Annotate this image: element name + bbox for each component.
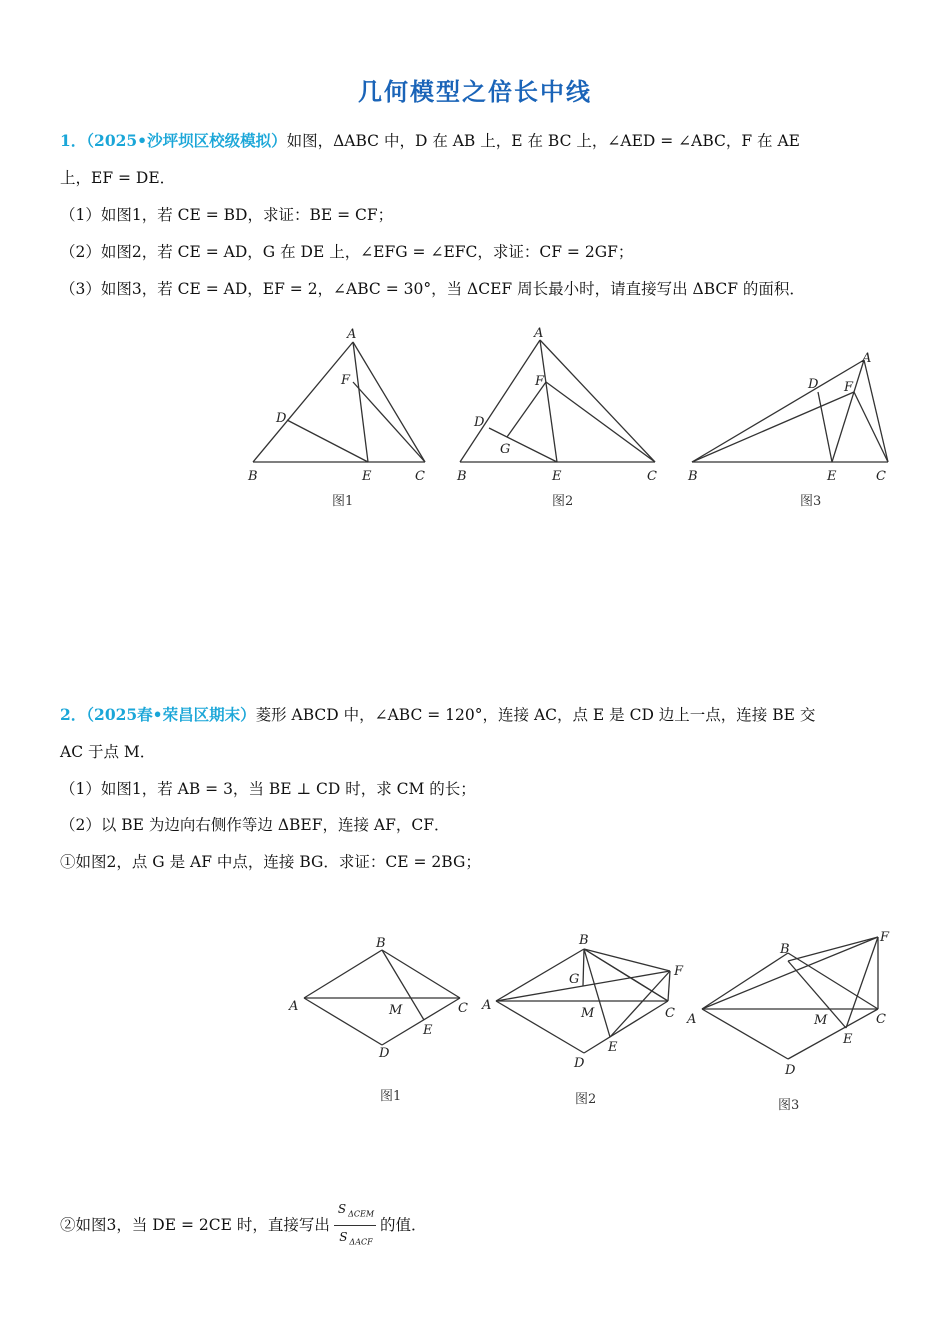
q2-fig1-label-c: C bbox=[458, 1001, 468, 1016]
fraction-numerator-s: S bbox=[337, 1202, 347, 1216]
q1-stem-line2: 上，EF = DE． bbox=[60, 169, 176, 187]
q1-part1: （1）如图1，若 CE = BD，求证：BE = CF； bbox=[60, 206, 394, 224]
q1-figure-2 bbox=[450, 322, 670, 517]
q2-sub2-after: 的值． bbox=[380, 1215, 427, 1234]
q1-fig1-caption: 图1 bbox=[332, 494, 354, 509]
q2-fig2-label-b: B bbox=[579, 933, 589, 948]
q2-source: （2025春•荣昌区期末） bbox=[86, 705, 256, 724]
q2-fig2-label-e: E bbox=[608, 1040, 618, 1055]
q1-fig1-label-e: E bbox=[362, 469, 372, 484]
q2-fig3-caption: 图3 bbox=[778, 1098, 800, 1113]
q2-fig3-label-m: M bbox=[814, 1013, 828, 1028]
q1-fig1-label-f: F bbox=[341, 373, 351, 388]
q2-fig3-label-c: C bbox=[876, 1012, 886, 1027]
q2-figure-2 bbox=[478, 925, 690, 1115]
q1-fig3-label-b: B bbox=[688, 469, 698, 484]
q2-fig2-label-g: G bbox=[569, 972, 580, 987]
q1-fig1-label-c: C bbox=[415, 469, 425, 484]
q2-number: 2． bbox=[60, 705, 87, 724]
q2-fig2-label-a: A bbox=[482, 998, 492, 1013]
q2-fig3-label-f: F bbox=[880, 930, 890, 945]
q2-fig1-label-m: M bbox=[389, 1003, 403, 1018]
q1-fig1-label-b: B bbox=[248, 469, 258, 484]
q1-fig2-label-g: G bbox=[500, 442, 511, 457]
q1-fig3-label-c: C bbox=[876, 469, 886, 484]
q1-fig2-label-b: B bbox=[457, 469, 467, 484]
q1-fig2-label-a: A bbox=[534, 326, 544, 341]
q2-fig1-label-a: A bbox=[289, 999, 299, 1014]
q2-fig2-caption: 图2 bbox=[575, 1092, 597, 1107]
q1-fig2-label-e: E bbox=[552, 469, 562, 484]
q2-fig2-label-f: F bbox=[674, 964, 684, 979]
q2-fig3-label-b: B bbox=[780, 942, 790, 957]
page-title: 几何模型之倍长中线 bbox=[358, 77, 592, 106]
q2-figure-1 bbox=[282, 930, 477, 1115]
fraction-numerator-sub: ΔCEM bbox=[348, 1209, 375, 1219]
q2-fig3-label-a: A bbox=[687, 1012, 697, 1027]
q1-stem-text: 如图，ΔABC 中，D 在 AB 上，E 在 BC 上，∠AED = ∠ABC，F 在 AE bbox=[286, 132, 800, 150]
q1-fig1-label-a: A bbox=[347, 327, 357, 342]
q1-fig3-label-a: A bbox=[862, 351, 872, 366]
q2-fig1-label-d: D bbox=[379, 1046, 390, 1061]
q2-fig1-label-b: B bbox=[376, 936, 386, 951]
q1-fig3-label-f: F bbox=[844, 380, 854, 395]
fraction-denominator-s: S bbox=[339, 1230, 348, 1245]
q2-part2: （2）以 BE 为边向右侧作等边 ΔBEF，连接 AF，CF． bbox=[60, 816, 450, 834]
q2-stem-text: 菱形 ABCD 中，∠ABC = 120°，连接 AC，点 E 是 CD 边上一点，连接 BE 交 bbox=[255, 706, 816, 724]
q2-fig1-label-e: E bbox=[423, 1023, 433, 1038]
q1-fig2-label-f: F bbox=[535, 374, 545, 389]
q2-sub1: ①如图2，点 G 是 AF 中点，连接 BG．求证：CE = 2BG； bbox=[60, 853, 481, 871]
q1-stem-line1 bbox=[60, 130, 900, 152]
q1-fig3-label-d: D bbox=[808, 377, 819, 392]
fraction-denominator-sub: ΔACF bbox=[349, 1237, 373, 1247]
q2-fig2-label-d: D bbox=[574, 1056, 585, 1071]
q1-fig1-label-d: D bbox=[276, 411, 287, 426]
q1-fig3-caption: 图3 bbox=[800, 494, 822, 509]
q2-fig1-caption: 图1 bbox=[380, 1089, 402, 1104]
q1-fig3-label-e: E bbox=[827, 469, 837, 484]
q2-stem-line2: AC 于点 M． bbox=[60, 743, 156, 761]
q2-fig3-label-e: E bbox=[843, 1032, 853, 1047]
q1-figure-3 bbox=[682, 340, 897, 517]
fraction-denominator bbox=[334, 1226, 376, 1253]
q2-part1: （1）如图1，若 AB = 3，当 BE ⊥ CD 时，求 CM 的长； bbox=[60, 780, 476, 798]
q2-figure-3 bbox=[682, 925, 897, 1120]
fraction-numerator bbox=[334, 1198, 376, 1226]
q2-fig2-label-c: C bbox=[665, 1006, 675, 1021]
q1-figure-1 bbox=[240, 322, 440, 517]
q1-fig2-label-c: C bbox=[647, 469, 657, 484]
q2-fig3-label-d: D bbox=[785, 1063, 796, 1078]
area-ratio-fraction bbox=[334, 1198, 376, 1254]
q2-sub2-before: ②如图3，当 DE = 2CE 时，直接写出 bbox=[60, 1215, 330, 1234]
q1-fig2-label-d: D bbox=[474, 415, 485, 430]
q2-stem-line1 bbox=[60, 704, 900, 726]
q1-part2: （2）如图2，若 CE = AD，G 在 DE 上，∠EFG = ∠EFC，求证：CF = 2GF； bbox=[60, 243, 634, 261]
q1-source: （2025•沙坪坝区校级模拟） bbox=[86, 131, 287, 150]
q2-sub2 bbox=[60, 1198, 900, 1254]
q2-fig2-label-m: M bbox=[581, 1006, 595, 1021]
q1-number: 1． bbox=[60, 131, 87, 150]
q1-fig2-caption: 图2 bbox=[552, 494, 574, 509]
q1-part3: （3）如图3，若 CE = AD，EF = 2，∠ABC = 30°，当 ΔCEF 周长最小时，请直接写出 ΔBCF 的面积． bbox=[60, 280, 805, 298]
